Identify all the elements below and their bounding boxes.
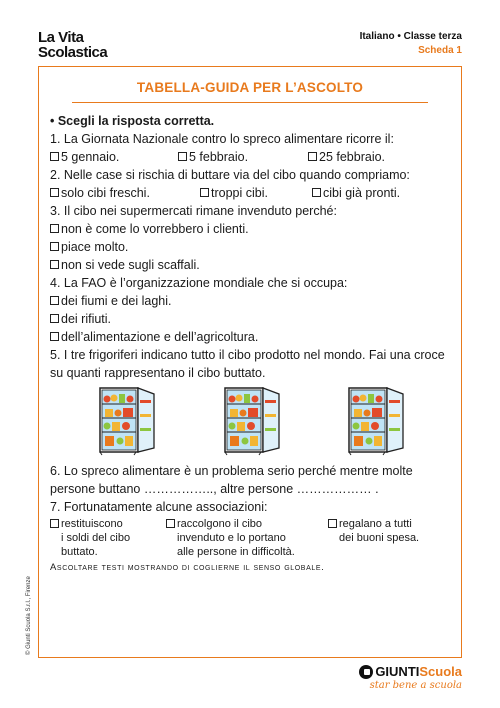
checkbox[interactable] (50, 224, 59, 233)
checkbox[interactable] (50, 332, 59, 341)
option-4c[interactable] (50, 328, 455, 346)
fridge-illustrations (50, 386, 455, 456)
option-7b[interactable] (166, 517, 328, 559)
sheet-label: Scheda 1 (418, 45, 462, 56)
fridge-icon[interactable] (92, 386, 164, 456)
checkbox[interactable] (200, 188, 209, 197)
subject-label: Italiano • Classe terza (359, 31, 462, 42)
option-label: solo cibi freschi. (61, 186, 150, 200)
question-5: 5. I tre frigoriferi indicano tutto il cibo prodotto nel mondo. Fai una croce su quanti rappresentano il cibo buttato. (50, 348, 445, 380)
option-label: 5 gennaio. (61, 150, 120, 164)
option-label: 25 febbraio. (319, 150, 386, 164)
brand-tagline: star bene a scuola (369, 680, 462, 691)
option-7a[interactable] (50, 517, 166, 559)
option-label: dei buoni spesa. (339, 532, 420, 544)
option-4a[interactable] (50, 292, 455, 310)
checkbox[interactable] (50, 314, 59, 323)
checkbox[interactable] (50, 260, 59, 269)
option-label: dei fiumi e dei laghi. (61, 294, 172, 308)
question-7: 7. Fortunatamente alcune associazioni: (50, 500, 268, 514)
option-3a[interactable] (50, 220, 455, 238)
worksheet-content (50, 112, 455, 577)
option-label: 5 febbraio. (189, 150, 249, 164)
publisher-logo (359, 664, 462, 679)
option-label: invenduto e lo portano (177, 532, 286, 544)
instruction: • Scegli la risposta corretta. (50, 114, 215, 128)
option-3b[interactable] (50, 238, 455, 256)
checkbox[interactable] (166, 519, 175, 528)
option-label: alle persone in difficoltà. (177, 546, 295, 558)
option-3c[interactable] (50, 256, 455, 274)
option-label: dei rifiuti. (61, 312, 112, 326)
option-2b[interactable] (200, 184, 312, 202)
option-7c[interactable] (328, 517, 419, 559)
option-label: cibi già pronti. (323, 186, 401, 200)
question-4: 4. La FAO è l’organizzazione mondiale che si occupa: (50, 276, 348, 290)
option-1a[interactable] (50, 148, 178, 166)
option-1b[interactable] (178, 148, 308, 166)
publisher-brand (359, 664, 462, 691)
option-label: piace molto. (61, 240, 129, 254)
question-7-options (50, 517, 455, 559)
option-label: non è come lo vorrebbero i clienti. (61, 222, 249, 236)
option-label: raccolgono il cibo (177, 518, 262, 530)
checkbox[interactable] (312, 188, 321, 197)
magazine-logo (38, 30, 107, 60)
question-3: 3. Il cibo nei supermercati rimane invenduto perché: (50, 204, 337, 218)
question-1: 1. La Giornata Nazionale contro lo spreco alimentare ricorre il: (50, 132, 394, 146)
brand-name-suffix: Scuola (419, 664, 462, 679)
checkbox[interactable] (50, 242, 59, 251)
checkbox[interactable] (308, 152, 317, 161)
option-label: troppi cibi. (211, 186, 268, 200)
option-label: regalano a tutti (339, 518, 412, 530)
copyright-notice: © Giunti Scuola S.r.l., Firenze (26, 576, 32, 655)
fridge-icon[interactable] (341, 386, 413, 456)
giunti-logo-icon (359, 665, 373, 679)
option-label: i soldi del cibo (61, 532, 131, 544)
question-2: 2. Nelle case si rischia di buttare via del cibo quando compriamo: (50, 168, 410, 182)
brand-name: GIUNTI (375, 664, 420, 679)
option-2c[interactable] (312, 184, 400, 202)
checkbox[interactable] (178, 152, 187, 161)
question-6: 6. Lo spreco alimentare è un problema serio perché mentre molte persone buttano …………….., altre persone ……………… . (50, 464, 413, 496)
header-info (360, 30, 462, 58)
option-2a[interactable] (50, 184, 200, 202)
title-divider (72, 102, 428, 103)
option-label: buttato. (61, 546, 98, 558)
worksheet-title: TABELLA-GUIDA PER L’ASCOLTO (136, 80, 364, 95)
question-2-options (50, 184, 455, 202)
checkbox[interactable] (50, 188, 59, 197)
fridge-icon[interactable] (217, 386, 289, 456)
option-label: restituiscono (61, 518, 123, 530)
checkbox[interactable] (50, 296, 59, 305)
logo-line-2: Scolastica (38, 44, 108, 61)
option-label: dell’alimentazione e dell’agricoltura. (61, 330, 259, 344)
checkbox[interactable] (50, 152, 59, 161)
question-1-options (50, 148, 455, 166)
checkbox[interactable] (50, 519, 59, 528)
learning-goal: Ascoltare testi mostrando di coglierne il senso globale. (50, 562, 325, 573)
checkbox[interactable] (328, 519, 337, 528)
logo-line-1: La Vita (38, 29, 84, 46)
option-label: non si vede sugli scaffali. (61, 258, 200, 272)
option-1c[interactable] (308, 148, 385, 166)
option-4b[interactable] (50, 310, 455, 328)
